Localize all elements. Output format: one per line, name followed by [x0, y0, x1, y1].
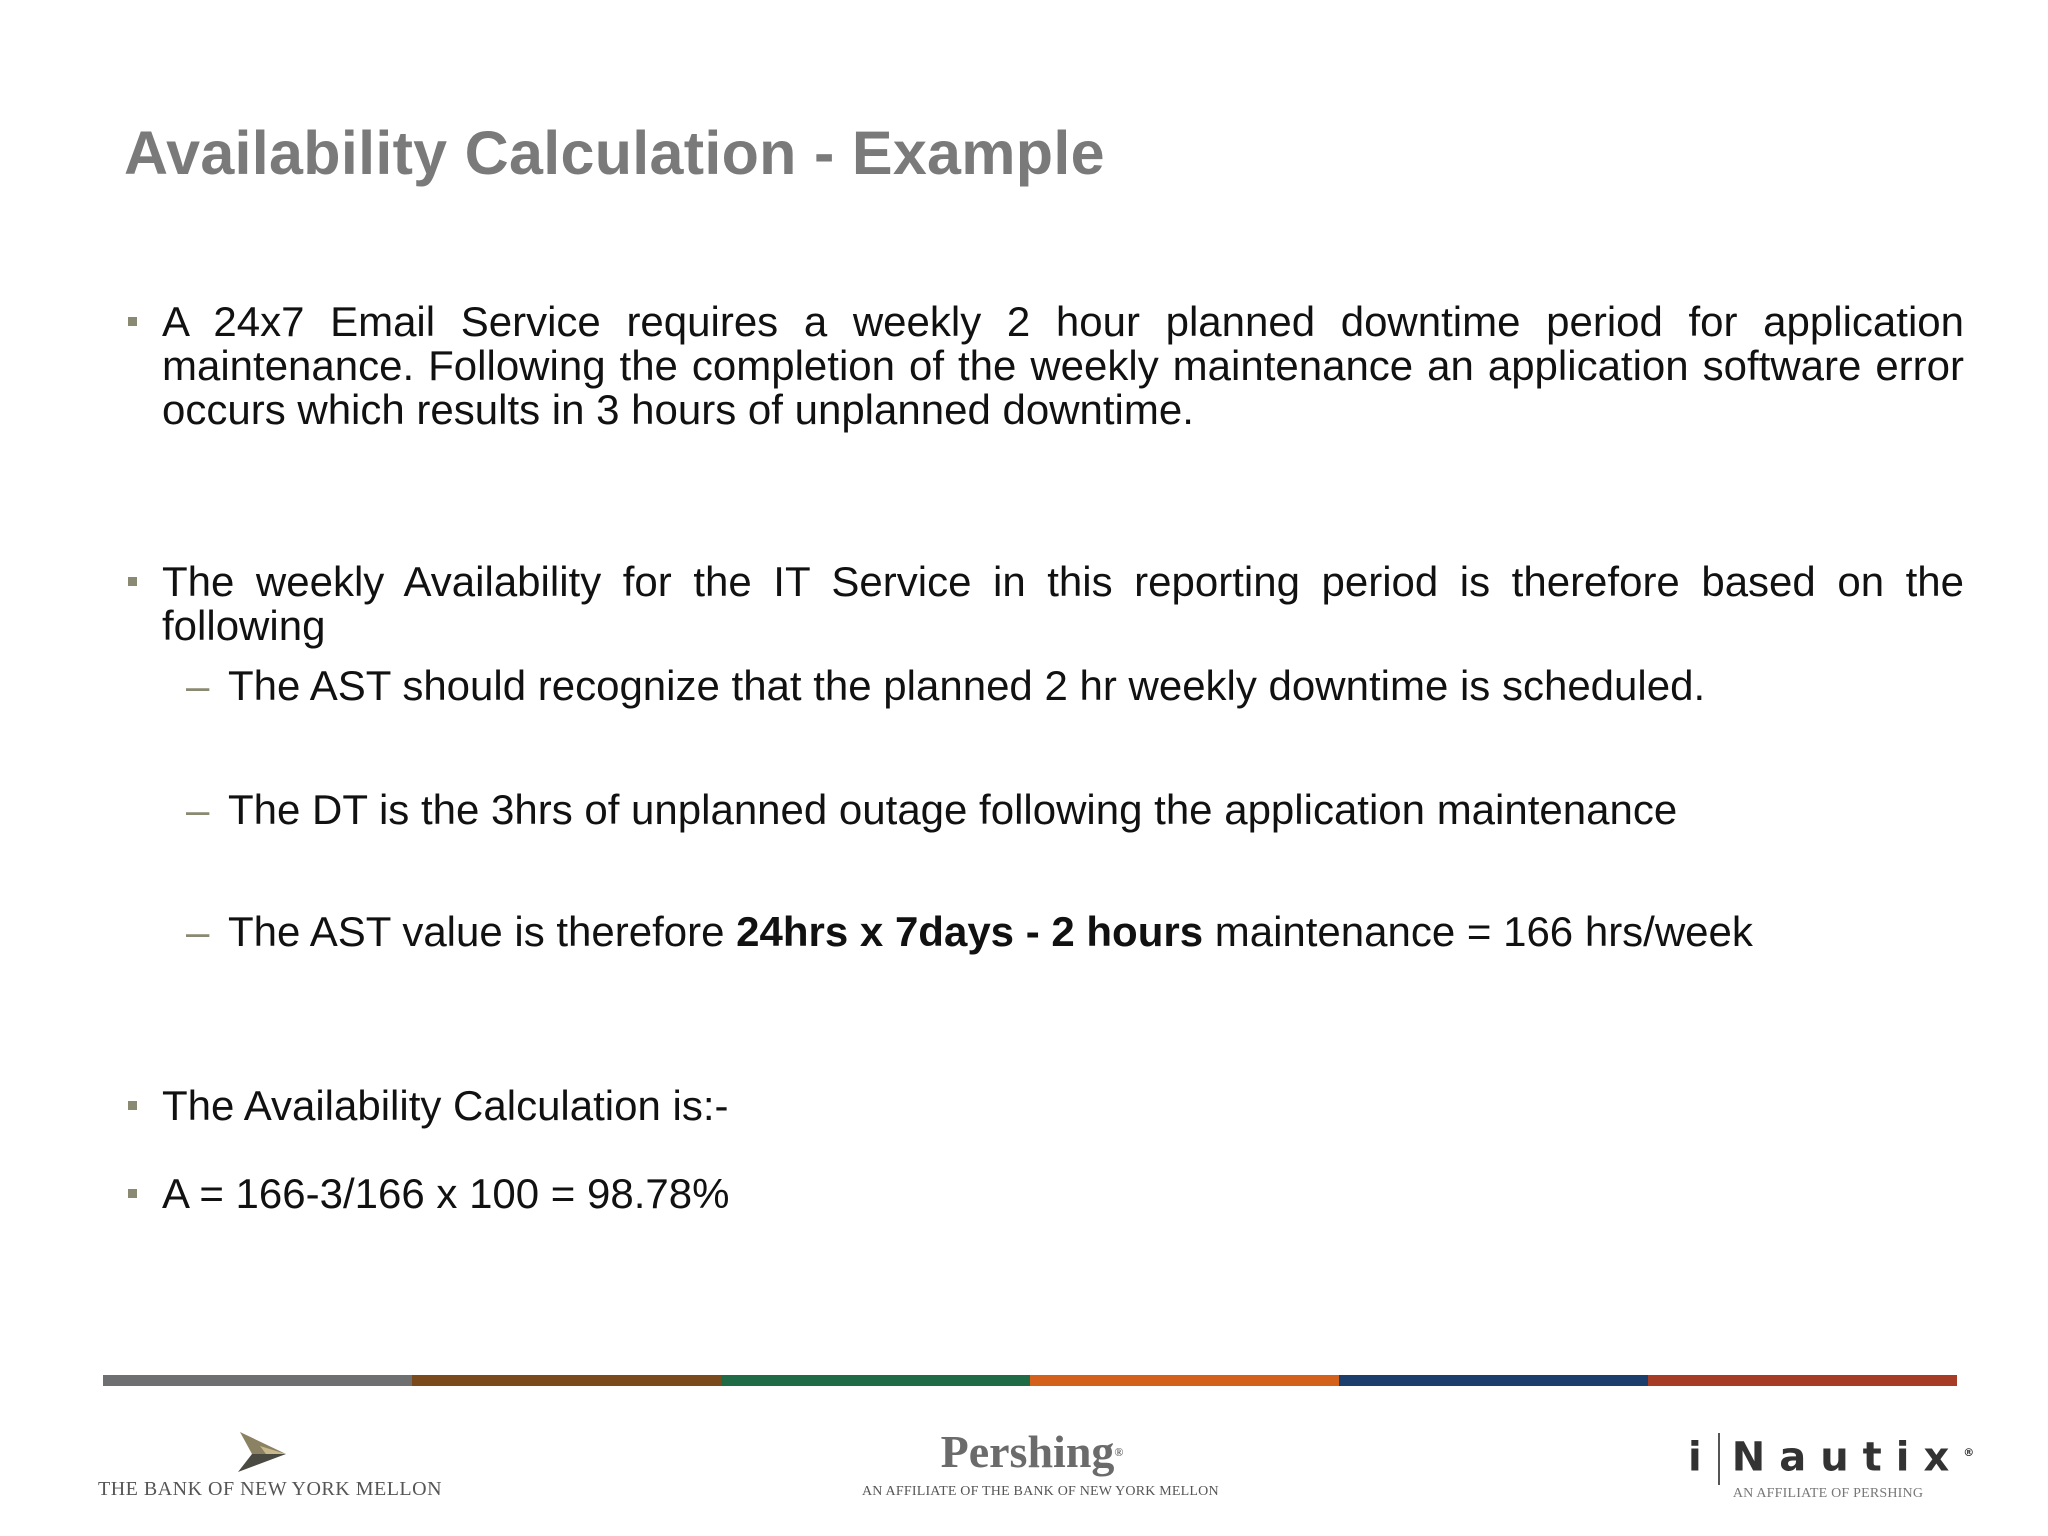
ast-formula: 24hrs x 7days - 2 hours: [736, 908, 1204, 955]
bullet-item: [124, 560, 1964, 648]
dash-icon: –: [186, 786, 210, 833]
inautix-logo: [1688, 1422, 1975, 1508]
pershing-wordmark: [862, 1426, 1202, 1478]
pershing-tagline: AN AFFILIATE OF THE BANK OF NEW YORK MELLON: [862, 1484, 1219, 1499]
bullet-square-icon: [128, 1101, 137, 1110]
bullet-item: [124, 1172, 1964, 1216]
sub-bullet-item: [186, 788, 1946, 832]
bullet-item: [124, 300, 1964, 432]
bullet-square-icon: [128, 317, 137, 326]
color-bar-segment: [1030, 1375, 1339, 1386]
dash-icon: –: [186, 908, 210, 955]
inautix-mark: ®: [1963, 1446, 1975, 1459]
footer-color-bar: [103, 1375, 1957, 1386]
bny-mellon-text: THE BANK OF NEW YORK MELLON: [98, 1478, 443, 1500]
inautix-divider: [1718, 1433, 1720, 1485]
pershing-name: Pershing: [940, 1426, 1115, 1477]
inautix-rest: Nautix: [1731, 1434, 1964, 1481]
bullet-square-icon: [128, 1189, 137, 1198]
bullet-text: The weekly Availability for the IT Service in this reporting period is therefore based on the following: [162, 558, 1964, 649]
color-bar-segment: [103, 1375, 412, 1386]
bny-mellon-logo: [98, 1430, 443, 1506]
ast-suffix: maintenance = 166 hrs/week: [1203, 908, 1753, 955]
bullet-square-icon: [128, 577, 137, 586]
bny-arrow-icon: [230, 1430, 300, 1474]
slide-title: Availability Calculation - Example: [124, 119, 1105, 187]
sub-bullet-text: The AST should recognize that the planned 2 hr weekly downtime is scheduled.: [228, 662, 1706, 709]
dash-icon: –: [186, 662, 210, 709]
sub-bullet-text: The DT is the 3hrs of unplanned outage following the application maintenance: [228, 786, 1678, 833]
inautix-wordmark: [1688, 1422, 1975, 1488]
sub-bullet-text: [228, 910, 1946, 954]
inautix-i: i: [1688, 1434, 1716, 1481]
bullet-text: The Availability Calculation is:-: [162, 1082, 729, 1129]
inautix-tagline: AN AFFILIATE OF PERSHING: [1732, 1486, 1924, 1502]
bullet-text: A = 166-3/166 x 100 = 98.78%: [162, 1170, 730, 1217]
color-bar-segment: [721, 1375, 1030, 1386]
sub-bullet-item: [186, 664, 1946, 708]
bullet-item: [124, 1084, 1964, 1128]
color-bar-segment: [1339, 1375, 1648, 1386]
ast-prefix: The AST value is therefore: [228, 908, 737, 955]
pershing-logo: [862, 1426, 1219, 1506]
color-bar-segment: [1648, 1375, 1957, 1386]
pershing-mark: ®: [1114, 1445, 1124, 1459]
bullet-text: A 24x7 Email Service requires a weekly 2 hour planned downtime period for application maintenance. Following the completion of the weekly maintenance an application software error occurs which results in 3 hours of unplanned downtime.: [162, 298, 1964, 433]
color-bar-segment: [412, 1375, 721, 1386]
sub-bullet-item: [186, 910, 1946, 954]
